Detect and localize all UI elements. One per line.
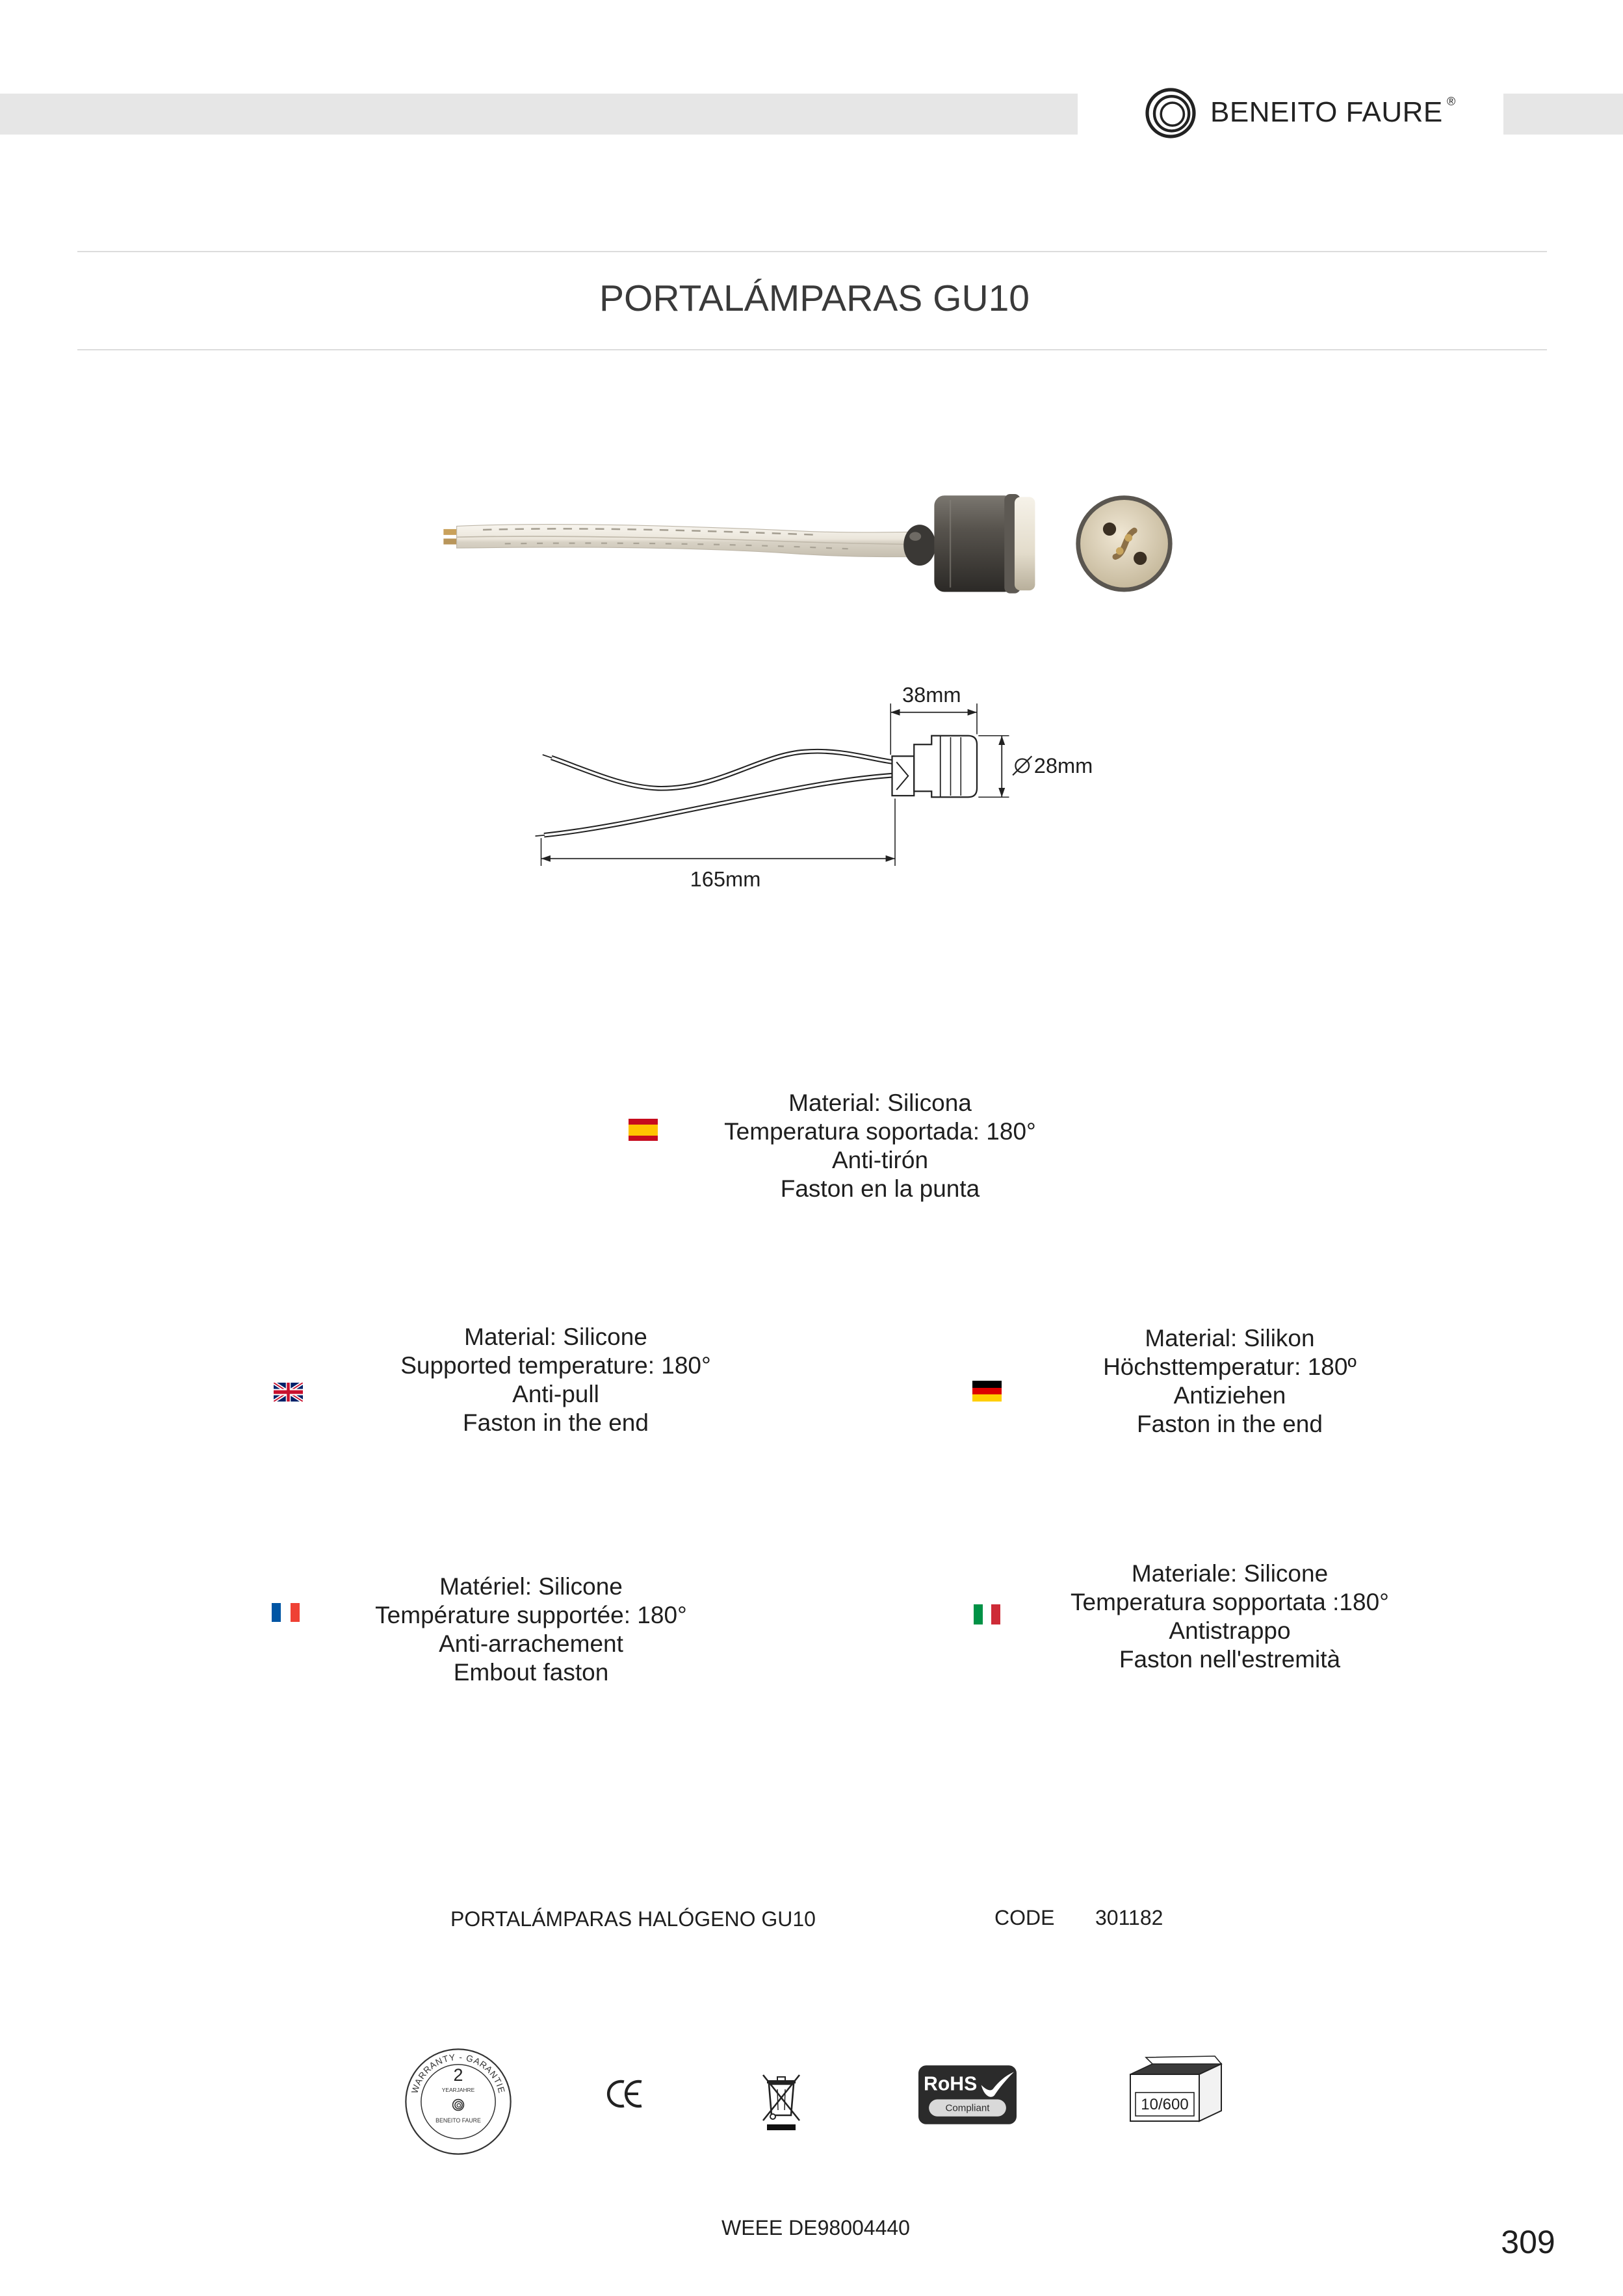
- spec-es-line: Material: Silicona: [788, 1089, 972, 1116]
- flag-es-icon: [629, 1119, 658, 1141]
- spec-it: [1022, 1559, 1438, 1674]
- spec-en-line: Anti-pull: [512, 1381, 599, 1407]
- warranty-brand: BENEITO FAURE: [435, 2117, 481, 2124]
- warranty-year-label: YEAR: [441, 2086, 457, 2093]
- spec-en-line: Faston in the end: [463, 1409, 649, 1436]
- spec-fr-line: Embout faston: [453, 1659, 609, 1686]
- diameter-symbol-icon: [1013, 756, 1032, 775]
- title-rule-top: [77, 251, 1547, 252]
- cable-length-label: 165mm: [690, 867, 761, 891]
- socket-front-view: [1076, 495, 1172, 592]
- drawing-connector: [892, 756, 915, 796]
- weee-registration: WEEE DE98004440: [721, 2216, 910, 2239]
- flag-fr-icon: [272, 1603, 300, 1622]
- flag-it-icon: [974, 1604, 1000, 1624]
- spec-de-line: Antiziehen: [1173, 1382, 1286, 1409]
- spec-en: [348, 1323, 764, 1437]
- spec-fr-line: Matériel: Silicone: [439, 1573, 623, 1600]
- warranty-years: 2: [453, 2065, 463, 2085]
- strain-relief: [903, 525, 935, 566]
- spec-es-line: Faston en la punta: [780, 1175, 980, 1202]
- technical-drawing: [526, 680, 1111, 900]
- product-photo: [439, 482, 1177, 607]
- rohs-badge-icon: [918, 2065, 1017, 2124]
- packaging-box-icon: [1126, 2055, 1224, 2124]
- spec-es: [672, 1089, 1088, 1203]
- spec-en-line: Supported temperature: 180°: [400, 1352, 711, 1379]
- packaging-quantity: 10/600: [1141, 2096, 1189, 2113]
- spec-es-line: Anti-tirón: [831, 1147, 929, 1173]
- spec-fr: [323, 1572, 739, 1687]
- socket-side-view: [934, 494, 1035, 594]
- spec-de: [1022, 1324, 1438, 1439]
- brand-name: BENEITO FAURE: [1210, 96, 1443, 128]
- page-title: PORTALÁMPARAS GU10: [599, 278, 1030, 319]
- diameter-label: 28mm: [1033, 753, 1093, 778]
- length-label: 38mm: [902, 683, 961, 707]
- spec-fr-line: Température supportée: 180°: [375, 1602, 687, 1628]
- ce-mark-icon: [603, 2077, 644, 2111]
- flag-uk-icon: [274, 1383, 303, 1402]
- warranty-jahre-label: JAHRE: [456, 2086, 475, 2093]
- spec-it-line: Temperatura sopportata :180°: [1071, 1589, 1389, 1615]
- dimension-diameter: [978, 736, 1093, 798]
- registered-mark: ®: [1447, 95, 1456, 108]
- cable: [457, 525, 910, 557]
- spec-it-line: Antistrappo: [1169, 1617, 1291, 1644]
- spec-en-line: Material: Silicone: [464, 1324, 647, 1350]
- code-value: 301182: [1095, 1906, 1163, 1929]
- spec-it-line: Faston nell'estremità: [1119, 1646, 1341, 1673]
- drawing-wires: [536, 751, 894, 836]
- spec-es-line: Temperatura soportada: 180°: [724, 1118, 1036, 1145]
- spec-it-line: Materiale: Silicone: [1131, 1560, 1329, 1587]
- spec-fr-line: Anti-arrachement: [439, 1630, 623, 1657]
- title-rule-bottom: [77, 349, 1547, 350]
- warranty-arc-text: WARRANTY - GARANTIE: [409, 2052, 507, 2095]
- header-bar-left: [0, 94, 1078, 135]
- product-name: PORTALÁMPARAS HALÓGENO GU10: [450, 1907, 816, 1931]
- flag-de-icon: [972, 1381, 1002, 1402]
- brand-logo-icon: [1145, 87, 1197, 139]
- cable-tips: [443, 529, 458, 545]
- rohs-subtitle: Compliant: [945, 2102, 990, 2114]
- spec-de-line: Faston in the end: [1137, 1411, 1323, 1437]
- spec-de-line: Material: Silikon: [1145, 1325, 1315, 1351]
- code-label: CODE: [994, 1906, 1055, 1929]
- rohs-title: RoHS: [924, 2073, 978, 2095]
- spec-de-line: Höchsttemperatur: 180º: [1103, 1353, 1357, 1380]
- weee-bin-icon: [758, 2070, 805, 2131]
- page-number: 309: [1501, 2224, 1555, 2260]
- drawing-socket: [914, 736, 977, 798]
- header-bar-right: [1503, 94, 1623, 135]
- warranty-seal-icon: [404, 2047, 513, 2156]
- dimension-cable: [541, 799, 896, 891]
